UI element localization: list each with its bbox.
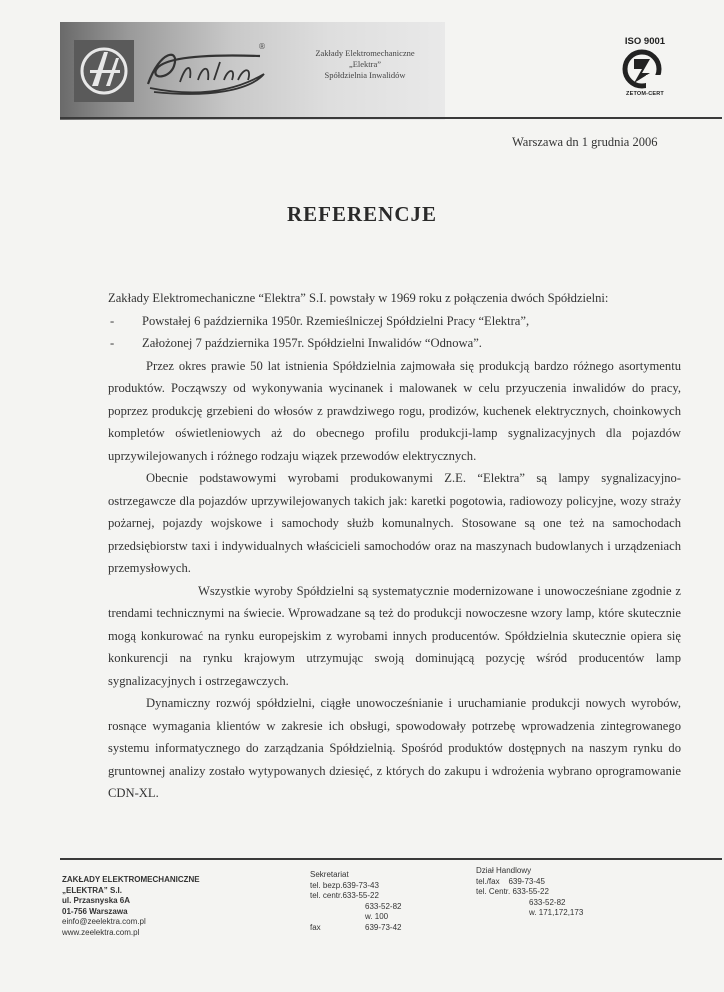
modernization-paragraph: Wszystkie wyroby Spółdzielni są systematycznie modernizowane i unowocześniane zgodnie z trendami technicznymi na świecie. Wprowadzane są też do produkcji nowoczesne wzory lamp, które skutecznie mogą konkurować na rynku europejskim z wyrobami innych producentów. Spółdzielnia skutecznie opiera się konkurencji na rynku krajowym utrzymując swoją dominującą pozycję wśród producentów lamp sygnalizacyjnych i ostrzegawczych. xyxy=(108,583,681,688)
iso-label: ISO 9001 xyxy=(624,36,666,47)
list-dash: - xyxy=(110,313,115,328)
list-item-text: Powstałej 6 października 1950r. Rzemieślniczej Spółdzielni Pracy “Elektra”, xyxy=(142,313,530,328)
footer-website-link[interactable]: www.zeelektra.com.pl xyxy=(62,927,140,937)
company-line-1: Zakłady Elektromechaniczne xyxy=(315,48,415,58)
footer-company-short: „ELEKTRA” S.I. xyxy=(62,885,123,895)
list-item-text: Założonej 7 października 1957r. Spółdzielni Inwalidów “Odnowa”. xyxy=(142,336,482,350)
software-paragraph: Dynamiczny rozwój spółdzielni, ciągłe unowocześnianie i uruchamianie produkcji nowych wyrobów, rosnące wymagania klientów w zakresie ich obsługi, spowodowały potrzebę wprowadzenia zintegrowanego systemu informatycznego do zarządzania Spółdzielnią. Spośród produktów dostępnych na naszym rynku do gruntownej analizy zostało wytypowanych dziesięć, z których do zakupu i wdrożenia wybrano oprogramowanie CDN-XL. xyxy=(108,696,681,800)
fax-label: fax xyxy=(310,922,321,932)
company-name-block xyxy=(290,48,440,81)
fax-number: 639-73-42 xyxy=(365,922,402,932)
footer-sales xyxy=(476,866,626,919)
history-paragraph: Przez okres prawie 50 lat istnienia Spółdzielnia zajmowała się produkcją bardzo różnego asortymentu produktów. Począwszy od wykonywania wycinanek i malowanek w celu przyuczenia inwalidów do pracy, poprzez produkcję grzebieni do włosów z prawdziwego rogu, prodizów, kuchenek elektrycznych, choinkowych kompletów oświetleniowych aż do obecnego profilu produkcji-lamp sygnalizacyjnych dla pojazdów uprzywilejowanych i różnego rodzaju wiązek przewodów elektrycznych. xyxy=(108,358,681,463)
footer-street: ul. Przasnyska 6A xyxy=(62,896,131,905)
company-emblem-icon xyxy=(74,40,134,102)
company-line-2: „Elektra” xyxy=(348,59,382,69)
secretariat-fax-row xyxy=(310,923,460,934)
sales-phone: tel. Centr. 633-55-22 xyxy=(476,887,549,896)
cert-label: ZETOM-CERT xyxy=(626,91,664,97)
letter-title: REFERENCJE xyxy=(286,202,438,226)
footer-company-name: ZAKŁADY ELEKTROMECHANICZNE xyxy=(62,875,200,884)
company-line-3: Spółdzielnia Inwalidów xyxy=(324,70,406,80)
letter-body xyxy=(108,287,681,805)
secretariat-phone: tel. centr.633-55-22 xyxy=(310,891,379,900)
footer-address xyxy=(62,875,262,938)
header-divider xyxy=(60,117,722,119)
footer-email-link[interactable]: einfo@zeelektra.com.pl xyxy=(62,917,146,926)
sales-phone: 633-52-82 xyxy=(529,897,566,907)
registered-mark: ® xyxy=(258,42,266,51)
intro-paragraph: Zakłady Elektromechaniczne “Elektra” S.I. powstały w 1969 roku z połączenia dwóch Spółdzielni: xyxy=(108,291,609,305)
secretariat-phone: 633-52-82 xyxy=(365,901,402,911)
sales-phone: tel./fax 639-73-45 xyxy=(476,876,545,886)
footer-secretariat xyxy=(310,870,460,933)
list-item xyxy=(108,310,681,333)
footer-city: 01-756 Warszawa xyxy=(62,906,128,916)
products-paragraph: Obecnie podstawowymi wyrobami produkowanymi Z.E. “Elektra” są lampy sygnalizacyjno-ostrzegawcze dla pojazdów uprzywilejowanych takich jak: karetki pogotowia, radiowozy policyjne, wozy straży pożarnej, pojazdy wojskowe i samochody służb komunalnych. Stosowane są one też na samochodach przedsiębiorstw taxi i indywidualnych właścicieli samochodów oraz na maszynach budowlanych i urządzeniach przemysłowych. xyxy=(108,471,681,575)
iso-certificate-icon xyxy=(620,49,664,89)
secretariat-heading: Sekretariat xyxy=(310,870,349,879)
list-item xyxy=(108,332,681,355)
letter-date: Warszawa dn 1 grudnia 2006 xyxy=(512,135,658,149)
secretariat-phone: tel. bezp.639-73-43 xyxy=(310,880,379,890)
elektra-script-logo xyxy=(140,44,270,100)
sales-heading: Dział Handlowy xyxy=(476,866,532,875)
footer-divider xyxy=(60,858,722,860)
list-dash: - xyxy=(110,336,115,350)
sales-extension: w. 171,172,173 xyxy=(529,908,584,917)
secretariat-extension: w. 100 xyxy=(365,912,389,921)
